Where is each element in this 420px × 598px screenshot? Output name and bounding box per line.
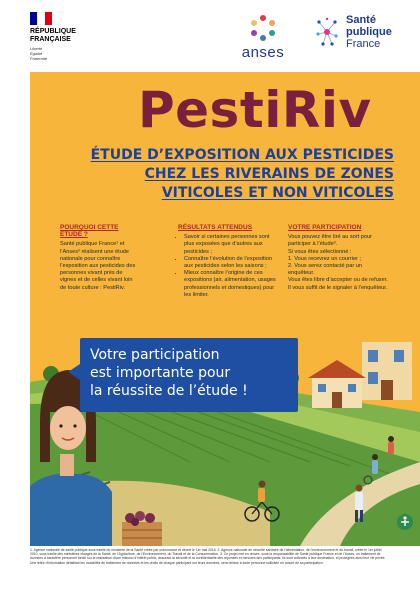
anses-dot-icon	[269, 20, 275, 26]
participation-line: 1. Vous recevrez un courrier ;	[288, 255, 362, 262]
participation-line: 2. Vous serez contacté par un enquêteur.	[288, 263, 363, 277]
sante-publique-france-mark-icon	[314, 16, 340, 50]
participation-line: Vous êtes libre d’accepter ou de refuser.	[288, 277, 388, 284]
participation-line: Si vous êtes sélectionné :	[288, 248, 352, 255]
poster-panel	[30, 72, 420, 546]
poster-title: PestiRiv	[138, 81, 372, 139]
republique-francaise-logo	[30, 12, 90, 61]
list-item: • Connaître l’évolution de l’exposition aux pesticides selon les saisons ;	[184, 256, 278, 270]
poster-subtitle: ÉTUDE D’EXPOSITION AUX PESTICIDES CHEZ LES RIVERAINS DE ZONES VITICOLES ET NON VITICOLES	[90, 147, 394, 201]
house-right	[358, 342, 416, 400]
column-results	[178, 224, 278, 299]
footnote: 1. Agence nationale de santé publique sous tutelle du ministère de la Santé créée par ordonnance et décret le 1er mai 2016. 2. Agence nationale de sécurité sanitaire de l’alimentation, de l’environnement et du travail, créée le 1er juillet 2010, sous tutelle des ministères chargés de la Santé, de l’Agriculture, de l’Environnement, du Travail et de la Consommation. 3. Ce projet met en œuvre, sous la responsabilité de Santé publique France et de l’Anses, un traitement de données à caractère personnel fondé sur la réalisation d’une mission d’intérêt public, assurant la sécurité et la confidentialité des réponses et mesures des participants. Ils sont collectés à leur destination, et protégées ainsi leur vie privée. Une lettre d’information détaillant les modalités de traitement de données et les droits de chaque participant sur leurs données, sera remise à toute personne sollicitée en amont de sa participation.	[30, 548, 386, 565]
bottom-strip	[30, 590, 420, 598]
anses-dot-icon	[251, 20, 257, 26]
anses-dots-icon	[249, 14, 277, 42]
column-participation	[288, 224, 388, 292]
column-results-heading: RÉSULTATS ATTENDUS	[178, 224, 253, 231]
anses-dot-icon	[260, 15, 266, 21]
column-why-text: Santé publique France¹ et l’Anses² réalisent une étude nationale pour connaître l’exposition aux pesticides des personnes vivant près de vignes et de celles vivant loin de toute culture : PestiRiv.	[60, 241, 136, 291]
anses-logo	[228, 14, 298, 61]
french-flag-icon	[30, 12, 52, 25]
republique-name: RÉPUBLIQUE FRANÇAISE	[30, 28, 76, 43]
list-item: • Savoir si certaines personnes sont plus exposées que d’autres aux pesticides ;	[184, 234, 278, 256]
list-item: • Mieux connaître l’origine de ces expositions (air, alimentation, usages professionnels et domestiques) pour les limiter.	[184, 270, 278, 299]
column-participation-heading: VOTRE PARTICIPATION	[288, 224, 362, 231]
column-why	[60, 224, 138, 292]
participation-line: Vous pouvez être tiré au sort pour participer à l’étude³.	[288, 234, 372, 248]
header	[0, 0, 420, 72]
anses-dot-icon	[251, 30, 257, 36]
house-middle	[308, 360, 366, 408]
participation-line: Il vous suffit de le signaler à l’enquêteur.	[288, 284, 388, 291]
sante-publique-france-name: Santé publique France	[346, 14, 392, 50]
accessibility-badge-icon	[397, 514, 413, 530]
participation-speech-bubble: Votre participation est importante pour la réussite de l’étude !	[80, 338, 298, 412]
anses-dot-icon	[260, 35, 266, 41]
column-why-heading: POURQUOI CETTE ÉTUDE ?	[60, 224, 119, 239]
anses-name: anses	[241, 44, 285, 61]
anses-dot-icon	[269, 30, 275, 36]
republique-motto: Liberté Égalité Fraternité	[30, 46, 48, 61]
